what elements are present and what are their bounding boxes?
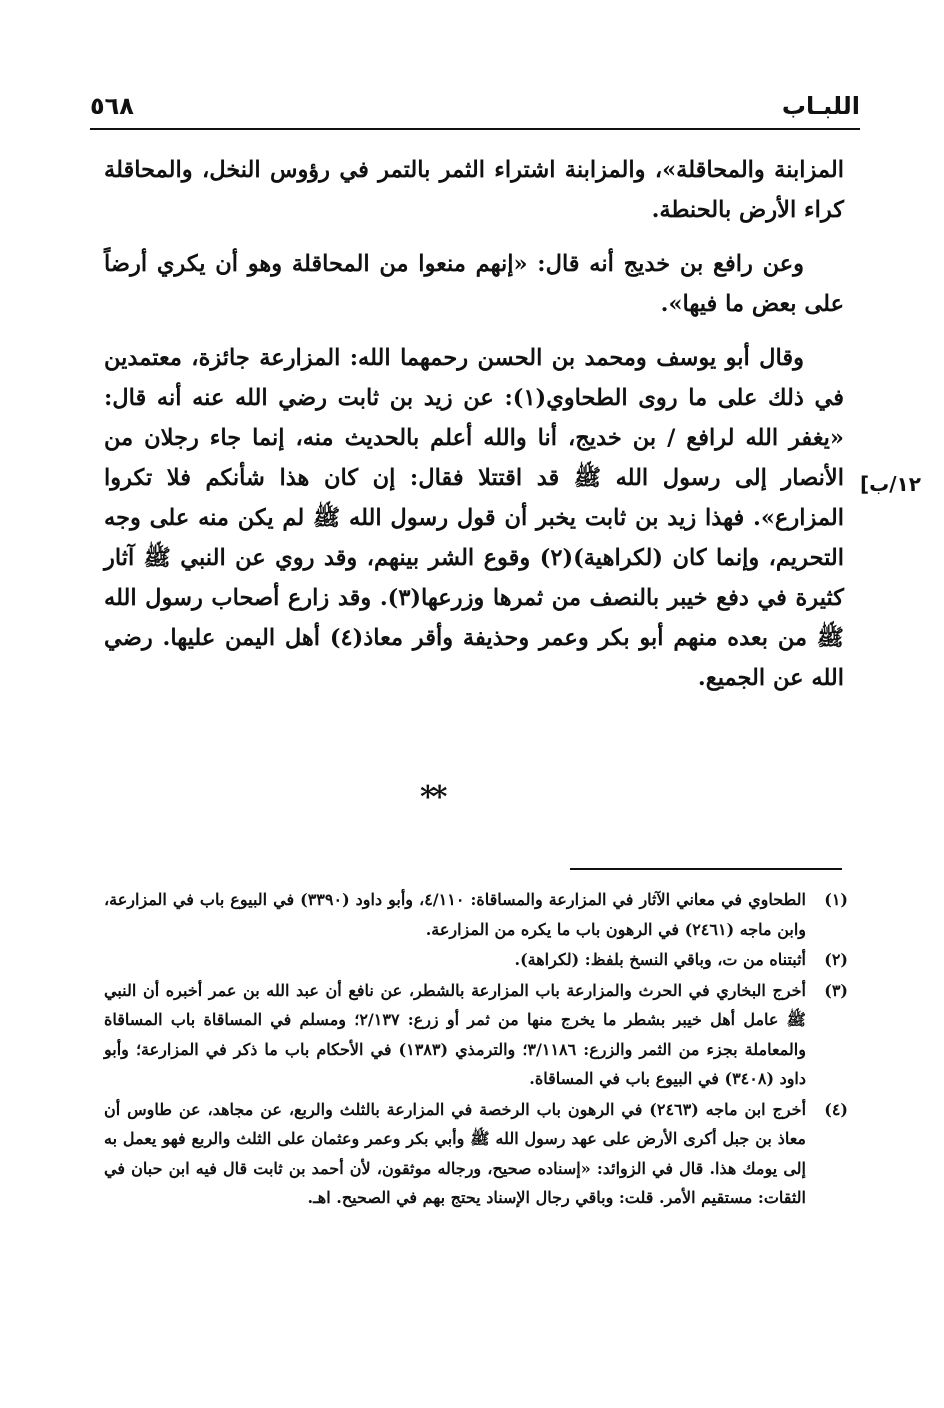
running-header (90, 88, 860, 130)
footnotes (104, 885, 848, 1214)
footnote-text: الطحاوي في معاني الآثار في المزارعة والمساقاة: ٤/١١٠، وأبو داود (٣٣٩٠) في البيوع باب في المزارعة، وابن ماجه (٢٤٦١) في الرهون باب ما يكره من المزارعة. (104, 890, 806, 939)
footnote-number: (١) (824, 890, 848, 909)
footnote-divider (570, 868, 842, 870)
footnote-number: (٤) (824, 1099, 848, 1119)
footnote-number: (٣) (824, 980, 848, 1000)
footnote (104, 945, 848, 975)
footnote (104, 885, 848, 944)
paragraph: وقال أبو يوسف ومحمد بن الحسن رحمهما الله: المزارعة جائزة، معتمدين في ذلك على ما روى الطحاوي(١): عن زيد بن ثابت رضي الله عنه أنه قال: «يغفر الله لرافع / بن خديج، أنا والله أعلم بالحديث منه، إنما جاء رجلان من الأنصار إلى رسول الله ﷺ قد اقتتلا فقال: إن كان هذا شأنكم فلا تكروا المزارع». فهذا زيد بن ثابت يخبر أن قول رسول الله ﷺ لم يكن منه على وجه التحريم، وإنما كان (لكراهية)(٢) وقوع الشر بينهم، وقد روي عن النبي ﷺ آثار كثيرة في دفع خيبر بالنصف من ثمرها وزرعها(٣). وقد زارع أصحاب رسول الله ﷺ من بعده منهم أبو بكر وعمر وحذيفة وأقر معاذ(٤) أهل اليمن عليها. رضي الله عن الجميع. (104, 345, 844, 691)
paragraph: وعن رافع بن خديج أنه قال: «إنهم منعوا من المحاقلة وهو أن يكري أرضاً على بعض ما فيها». (104, 251, 844, 317)
book-title: اللبـاب (781, 92, 860, 120)
paragraph: المزابنة والمحاقلة»، والمزابنة اشتراء الثمر بالتمر في رؤوس النخل، والمحاقلة كراء الأرض بالحنطة. (104, 157, 844, 223)
main-text (104, 150, 844, 712)
page-number: ٥٦٨ (90, 92, 134, 120)
margin-folio-note: ١٢/ب] (860, 472, 921, 496)
footnote-text: أثبتناه من ت، وباقي النسخ بلفظ: (لكراهة). (514, 950, 806, 969)
footnote (104, 976, 848, 1094)
footnote (104, 1095, 848, 1213)
footnote-text: أخرج ابن ماجه (٢٤٦٣) في الرهون باب الرخصة في المزارعة بالثلث والربع، عن مجاهد، عن طاوس أن معاذ بن جبل أكرى الأرض على عهد رسول الله ﷺ وأبي بكر وعمر وعثمان على الثلث والربع فهو يعمل به إلى يومك هذا. قال في الزوائد: «إسناده صحيح، ورجاله موثقون، لأن أحمد بن ثابت قال فيه ابن حبان في الثقات: مستقيم الأمر. قلت: وباقي رجال الإسناد يحتج بهم في الصحيح. اهـ. (104, 1099, 807, 1207)
footnote-text: أخرج البخاري في الحرث والمزارعة باب المزارعة بالشطر، عن نافع أن عبد الله بن عمر أخبره أن النبي ﷺ عامل أهل خيبر بشطر ما يخرج منها من ثمر أو زرع: ٢/١٣٧؛ ومسلم في المساقاة باب المساقاة والمعاملة بجزء من الثمر والزرع: ٣/١١٨٦؛ والترمذي (١٣٨٣) في الأحكام باب ما ذكر في المزارعة؛ وأبو داود (٣٤٠٨) في البيوع باب في المساقاة. (104, 980, 807, 1088)
footnote-number: (٢) (824, 950, 848, 969)
section-separator: ** (420, 780, 444, 815)
